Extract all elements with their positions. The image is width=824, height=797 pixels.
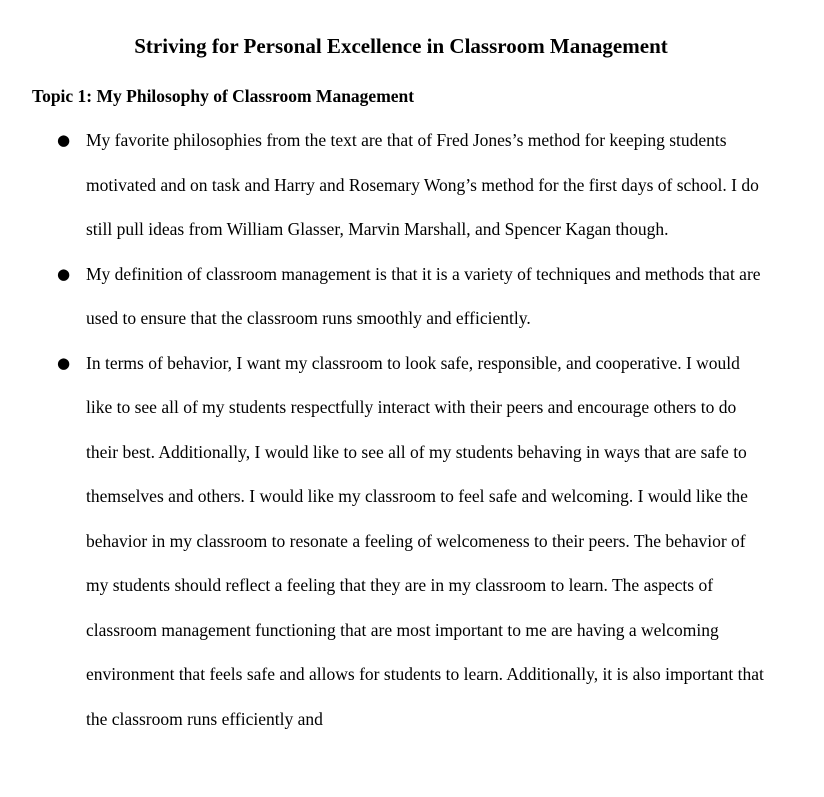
document-title: Striving for Personal Excellence in Classroom Management [134, 34, 668, 58]
bullet-icon: ● [57, 353, 71, 372]
bullet-icon: ● [57, 131, 71, 149]
bullet-icon: ● [57, 264, 71, 283]
list-item [0, 341, 764, 742]
bullet-text: My favorite philosophies from the text are that of Fred Jones’s method for keeping students motivated and on task and Harry and Rosemary Wong’s method for the first days of school. I do still pull ideas from William Glasser, Marvin Marshall, and Spencer Kagan though. [86, 130, 759, 239]
list-item [0, 118, 764, 252]
bullet-text: My definition of classroom management is that it is a variety of techniques and methods that are used to ensure that the classroom runs smoothly and efficiently. [86, 263, 761, 328]
bullet-text: In terms of behavior, I want my classroom to look safe, responsible, and cooperative. I would like to see all of my students respectfully interact with their peers and encourage others to do their best. Additionally, I would like to see all of my students behaving in ways that are safe to themselves and others. I would like my classroom to feel safe and welcoming. I would like the behavior in my classroom to resonate a feeling of welcomeness to their peers. The behavior of my students should reflect a feeling that they are in my classroom to learn. The aspects of classroom management functioning that are most important to me are having a welcoming environment that feels safe and allows for students to learn. Additionally, it is also important that the classroom runs efficiently and [86, 352, 764, 729]
bullet-list [0, 118, 824, 741]
section-heading-topic-1: Topic 1: My Philosophy of Classroom Management [32, 86, 415, 106]
list-item [0, 252, 764, 341]
